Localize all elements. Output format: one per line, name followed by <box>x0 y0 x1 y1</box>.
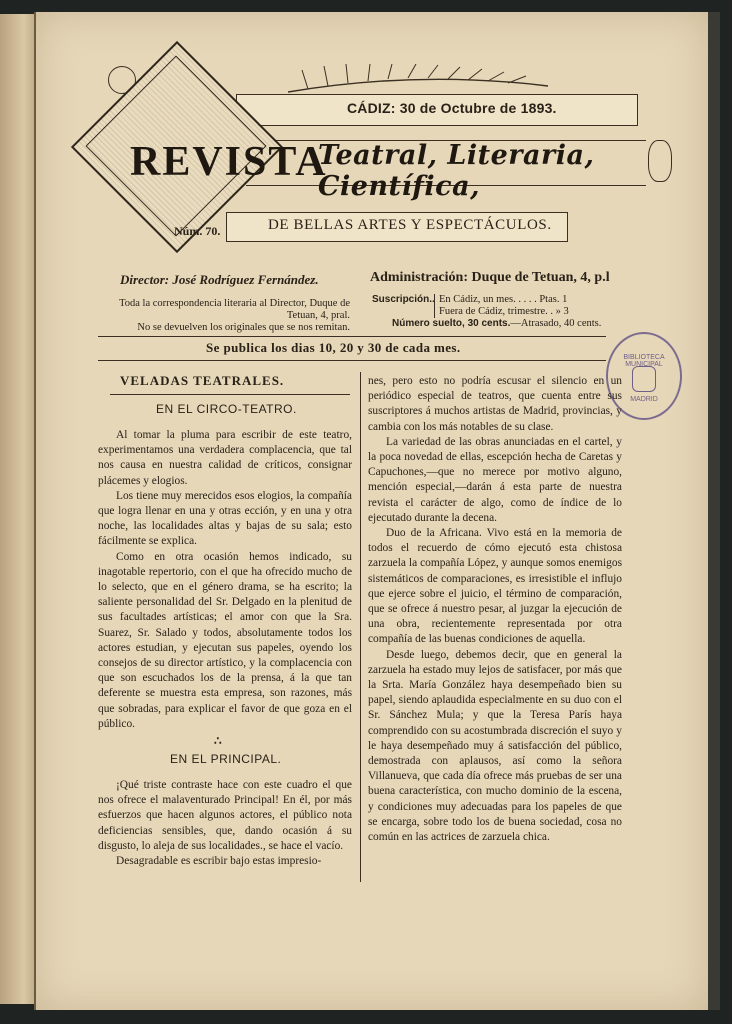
masthead-subtitle: Teatral, Literaria, Científica, <box>318 140 595 202</box>
header-rule-top <box>98 336 606 337</box>
correspondence-note <box>100 298 350 334</box>
left-column-part-1 <box>98 428 352 732</box>
scroll-ornament-right <box>648 140 672 182</box>
palm-leaf-ornament <box>288 64 548 94</box>
single-issue-price <box>392 318 601 329</box>
subscription-outside: Fuera de Cádiz, trimestre. . » 3 <box>439 306 569 317</box>
stamp-text-top: BIBLIOTECA MUNICIPAL <box>623 354 665 368</box>
subscription-local: En Cádiz, un mes. . . . . Ptas. 1 <box>439 294 568 305</box>
subscription-info <box>372 294 569 317</box>
paragraph: Desde luego, debemos decir, que en general la zarzuela ha estado muy lejos de satisfacer, por más que la Srta. María González haya desempeñado bien su papel, siendo aplaudida especialmente en su duo con el Sr. Sánchez Mula; y que la Teresa París haya comprendido con su acostumbrada discreción el suyo y le haya desempeñado muy á satisfacción del público, demostrada con aplausos, así como la señora Villanueva, que cada día ofrece más pruebas de ser una buena característica, con mucho dominio de la escena, y condiciones muy adecuadas para los papeles de que se encarga, sobre todo los de buena sociedad, cosa no común en las actrices de zarzuela chica. <box>368 648 622 844</box>
issue-number: Núm. 70. <box>174 224 221 238</box>
paragraph: Duo de la Africana. Vivo está en la memoria de todos el recuerdo de cómo ejecutó esta chistosa zarzuela la compañía López, y aunque somos enemigos sistemáticos de comparaciones, es irresistible el influjo que ejerce sobre el juicio, el término de comparación, que se ofrece á nuestro pesar, al juzgar la ejecución de una obra, recientemente representada por otra compañía de las buenas condiciones de aquella. <box>368 527 622 646</box>
single-issue-label: Número suelto, 30 cents. <box>392 318 511 329</box>
bellas-artes-text: DE BELLAS ARTES Y ESPECTÁCULOS. <box>268 217 552 233</box>
administration-line: Administración: Duque de Tetuan, 4, p.l <box>370 270 610 285</box>
paragraph: Al tomar la pluma para escribir de este teatro, experimentamos una verdadera complacencia, que tal nos causa en nuestra calidad de críticos, consignar plácemes y elogios. <box>98 429 352 487</box>
back-issue-price: —Atrasado, 40 cents. <box>510 318 602 329</box>
paragraph: nes, pero esto no podría escusar el silencio en un periódico especial de teatros, que cuenta entre sus suscriptores á muchos artistas de Madrid, provincias, y cambia con los más notables de su clase. <box>368 375 622 433</box>
masthead-title: REVISTA <box>130 139 328 185</box>
paragraph: La variedad de las obras anunciadas en el cartel, y la poca novedad de ellas, escepción hecha de Caretas y Capuchones,—que no merece por motivo alguno, mención especial,—darán á esta parte de nuestra revista el carácter de algo, como de índice de lo ejecutado durante la decena. <box>368 435 622 524</box>
paragraph: ¡Qué triste contraste hace con este cuadro el que nos ofrece el malaventurado Principal! En él, por más esfuerzos que hacen algunos actores, el público nota deficiencias sensibles, que, dando ocasión á su disgusto, lo aleja de sus localidades., se hace el vacío. <box>98 779 352 852</box>
paragraph: Como en otra ocasión hemos indicado, su inagotable repertorio, con el que ha ofrecido mucho de lo selecto, que en el género drama, se ha escrito; la saliente personalidad del Sr. Delgado en la plenitud de sus facultades artísticas; el amor con que la Sra. Suarez, Sr. Salado y todos, absolutamente todos los actores estudian, y ejecutan sus papeles, oyendo los consejos de su director artístico, y la complacencia con que son escuchados los de la prensa, á la que tan deferente se muestra esta empresa, son razones, más que sobradas, para explicar el favor de que goza en el público. <box>98 550 352 730</box>
publication-schedule: Se publica los dias 10, 20 y 30 de cada mes. <box>206 340 461 355</box>
section-heading-veladas: VELADAS TEATRALES. <box>120 373 285 388</box>
right-edge <box>708 12 720 1010</box>
subheading-circo: EN EL CIRCO-TEATRO. <box>156 402 297 416</box>
header-rule-bottom <box>98 360 606 361</box>
stamp-emblem <box>632 366 656 392</box>
director-line: Director: José Rodríguez Fernández. <box>120 272 319 287</box>
issue-date: CÁDIZ: 30 de Octubre de 1893. <box>347 100 557 116</box>
left-page-edge <box>0 14 34 1004</box>
subscription-label: Suscripción.. <box>372 294 435 305</box>
subheading-principal: EN EL PRINCIPAL. <box>170 752 282 766</box>
column-divider <box>360 372 361 882</box>
paragraph: Los tiene muy merecidos esos elogios, la compañía que logra llenar en una y otras ección, y en una y otra noche, las localidades altas y bajas de su sala; esto fácilmente se explica. <box>98 489 352 548</box>
correspondence-line-2: No se devuelven los originales que se nos remitan. <box>137 322 350 333</box>
masthead <box>56 58 680 272</box>
right-column <box>368 374 622 845</box>
heading-underline <box>110 394 350 395</box>
paragraph: Desagradable es escribir bajo estas impresio- <box>116 855 322 868</box>
left-column-part-2 <box>98 778 352 869</box>
date-banner <box>236 94 638 126</box>
section-separator: ∴ <box>214 734 222 748</box>
stamp-text-bottom: MADRID <box>630 396 658 403</box>
subscription-prices <box>434 294 569 318</box>
correspondence-line-1: Toda la correspondencia literaria al Director, Duque de Tetuan, 4, pral. <box>119 298 350 321</box>
